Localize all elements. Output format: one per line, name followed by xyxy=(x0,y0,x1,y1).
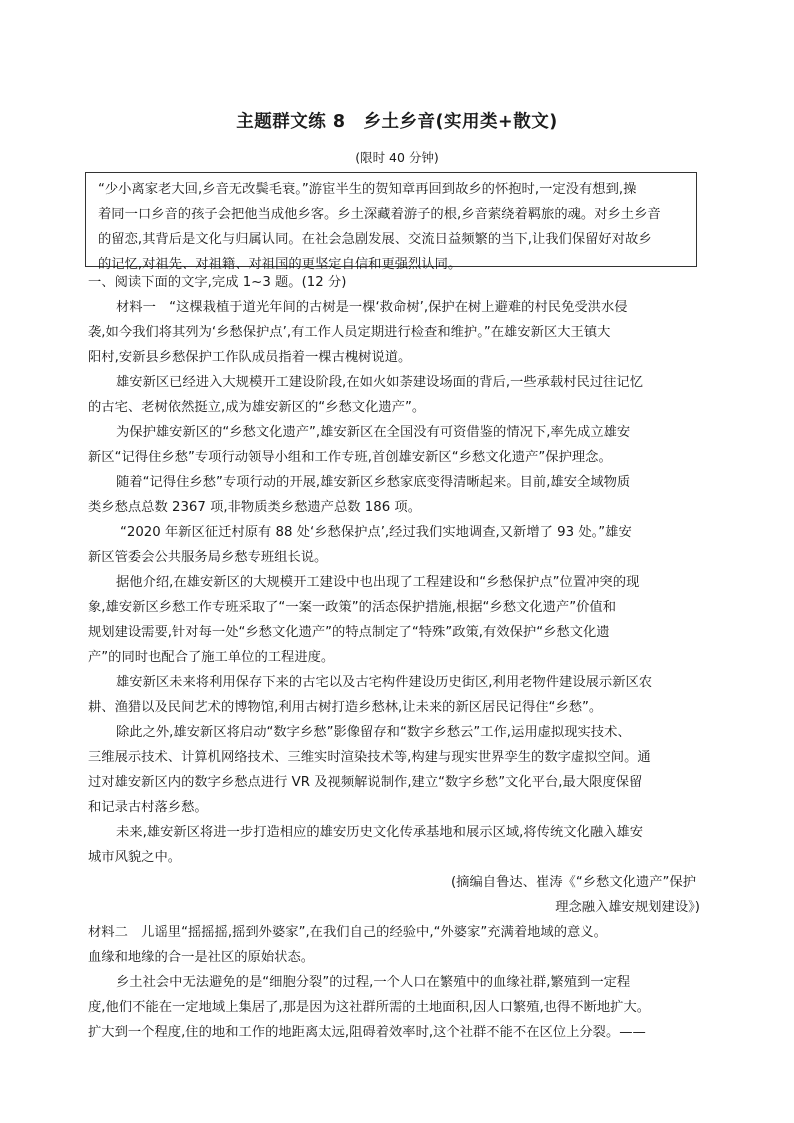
text-line: 材料二 儿谣里“摇摇摇,摇到外婆家”,在我们自己的经验中,“外婆家”充满着地域的意义。 xyxy=(88,925,607,940)
question-heading: 一、阅读下面的文字,完成 1~3 题。(12 分) xyxy=(88,275,347,290)
article-body xyxy=(88,270,708,1045)
text-line: 规划建设需要,针对每一处“乡愁文化遗产”的特点制定了“特殊”政策,有效保护“乡愁文化遗 xyxy=(88,625,610,640)
text-line: 类乡愁点总数 2367 项,非物质类乡愁遗产总数 186 项。 xyxy=(88,500,421,515)
text-line: 乡土社会中无法避免的是“细胞分裂”的过程,一个人口在繁殖中的血缘社群,繁殖到一定程 xyxy=(116,975,631,990)
time-limit: (限时 40 分钟) xyxy=(355,150,439,165)
text-line: 城市风貌之中。 xyxy=(88,850,182,865)
text-line: 的古宅、老树依然挺立,成为雄安新区的“乡愁文化遗产”。 xyxy=(88,400,426,415)
text-line: 度,他们不能在一定地域上集居了,那是因为这社群所需的土地面积,因人口繁殖,也得不断地扩大。 xyxy=(88,1000,651,1015)
text-line: 雄安新区已经进入大规模开工建设阶段,在如火如荼建设场面的背后,一些承载村民过往记忆 xyxy=(116,375,644,390)
intro-line: 着同一口乡音的孩子会把他当成他乡客。乡土深藏着游子的根,乡音萦绕着羁旅的魂。对乡土乡音 xyxy=(98,207,661,222)
text-line: 雄安新区未来将利用保存下来的古宅以及古宅构件建设历史街区,利用老物件建设展示新区农 xyxy=(116,675,653,690)
text-line: 除此之外,雄安新区将启动“数字乡愁”影像留存和“数字乡愁云”工作,运用虚拟现实技术、 xyxy=(116,725,631,740)
text-line: 血缘和地缘的合一是社区的原始状态。 xyxy=(88,950,315,965)
text-line: 新区“记得住乡愁”专项行动领导小组和工作专班,首创雄安新区“乡愁文化遗产”保护理念。 xyxy=(88,450,612,465)
text-line: 未来,雄安新区将进一步打造相应的雄安历史文化传承基地和展示区域,将传统文化融入雄安 xyxy=(116,825,644,840)
text-line: 三维展示技术、计算机网络技术、三维实时渲染技术等,构建与现实世界孪生的数字虚拟空间。通 xyxy=(88,750,651,765)
page-title: 主题群文练 8 乡土乡音(实用类+散文) xyxy=(236,112,558,132)
text-line: “2020 年新区征迁村原有 88 处‘乡愁保护点’,经过我们实地调查,又新增了 93 处。”雄安 xyxy=(120,525,632,540)
intro-line: 的留恋,其背后是文化与归属认同。在社会急剧发展、交流日益频繁的当下,让我们保留好对故乡 xyxy=(98,232,652,247)
intro-box xyxy=(85,172,697,272)
text-line: 和记录古村落乡愁。 xyxy=(88,800,208,815)
text-line: 袭,如今我们将其列为‘乡愁保护点’,有工作人员定期进行检查和维护。”在雄安新区大王镇大 xyxy=(88,325,611,340)
text-line: 随着“记得住乡愁”专项行动的开展,雄安新区乡愁家底变得清晰起来。目前,雄安全域物质 xyxy=(116,475,631,490)
text-line: 过对雄安新区内的数字乡愁点进行 VR 及视频解说制作,建立“数字乡愁”文化平台,最大限度保留 xyxy=(88,775,643,790)
text-line: 新区管委会公共服务局乡愁专班组长说。 xyxy=(88,550,328,565)
text-line: 耕、渔猎以及民间艺术的博物馆,利用古树打造乡愁林,让未来的新区居民记得住“乡愁”。 xyxy=(88,700,603,715)
text-line: 象,雄安新区乡愁工作专班采取了“一案一政策”的活态保护措施,根据“乡愁文化遗产”价值和 xyxy=(88,600,616,615)
text-line: 扩大到一个程度,住的地和工作的地距离太远,阻碍着效率时,这个社群不能不在区位上分裂。—— xyxy=(88,1025,646,1040)
text-line: 材料一 “这棵栽植于道光年间的古树是一棵‘救命树’,保护在树上避难的村民免受洪水侵 xyxy=(116,300,628,315)
text-line: 据他介绍,在雄安新区的大规模开工建设中也出现了工程建设和“乡愁保护点”位置冲突的现 xyxy=(116,575,640,590)
intro-line: 的记忆,对祖先、对祖籍、对祖国的更坚定自信和更强烈认同。 xyxy=(98,257,462,272)
text-line: 为保护雄安新区的“乡愁文化遗产”,雄安新区在全国没有可资借鉴的情况下,率先成立雄安 xyxy=(116,425,631,440)
intro-line: “少小离家老大回,乡音无改鬓毛衰。”游宦半生的贺知章再回到故乡的怀抱时,一定没有想到,操 xyxy=(98,182,637,197)
text-line: 阳村,安新县乡愁保护工作队成员指着一棵古槐树说道。 xyxy=(88,350,412,365)
text-line: 产”的同时也配合了施工单位的工程进度。 xyxy=(88,650,335,665)
source-citation: 理念融入雄安规划建设》) xyxy=(555,900,700,915)
source-citation: (摘编自鲁达、崔涛《“乡愁文化遗产”保护 xyxy=(450,875,696,890)
